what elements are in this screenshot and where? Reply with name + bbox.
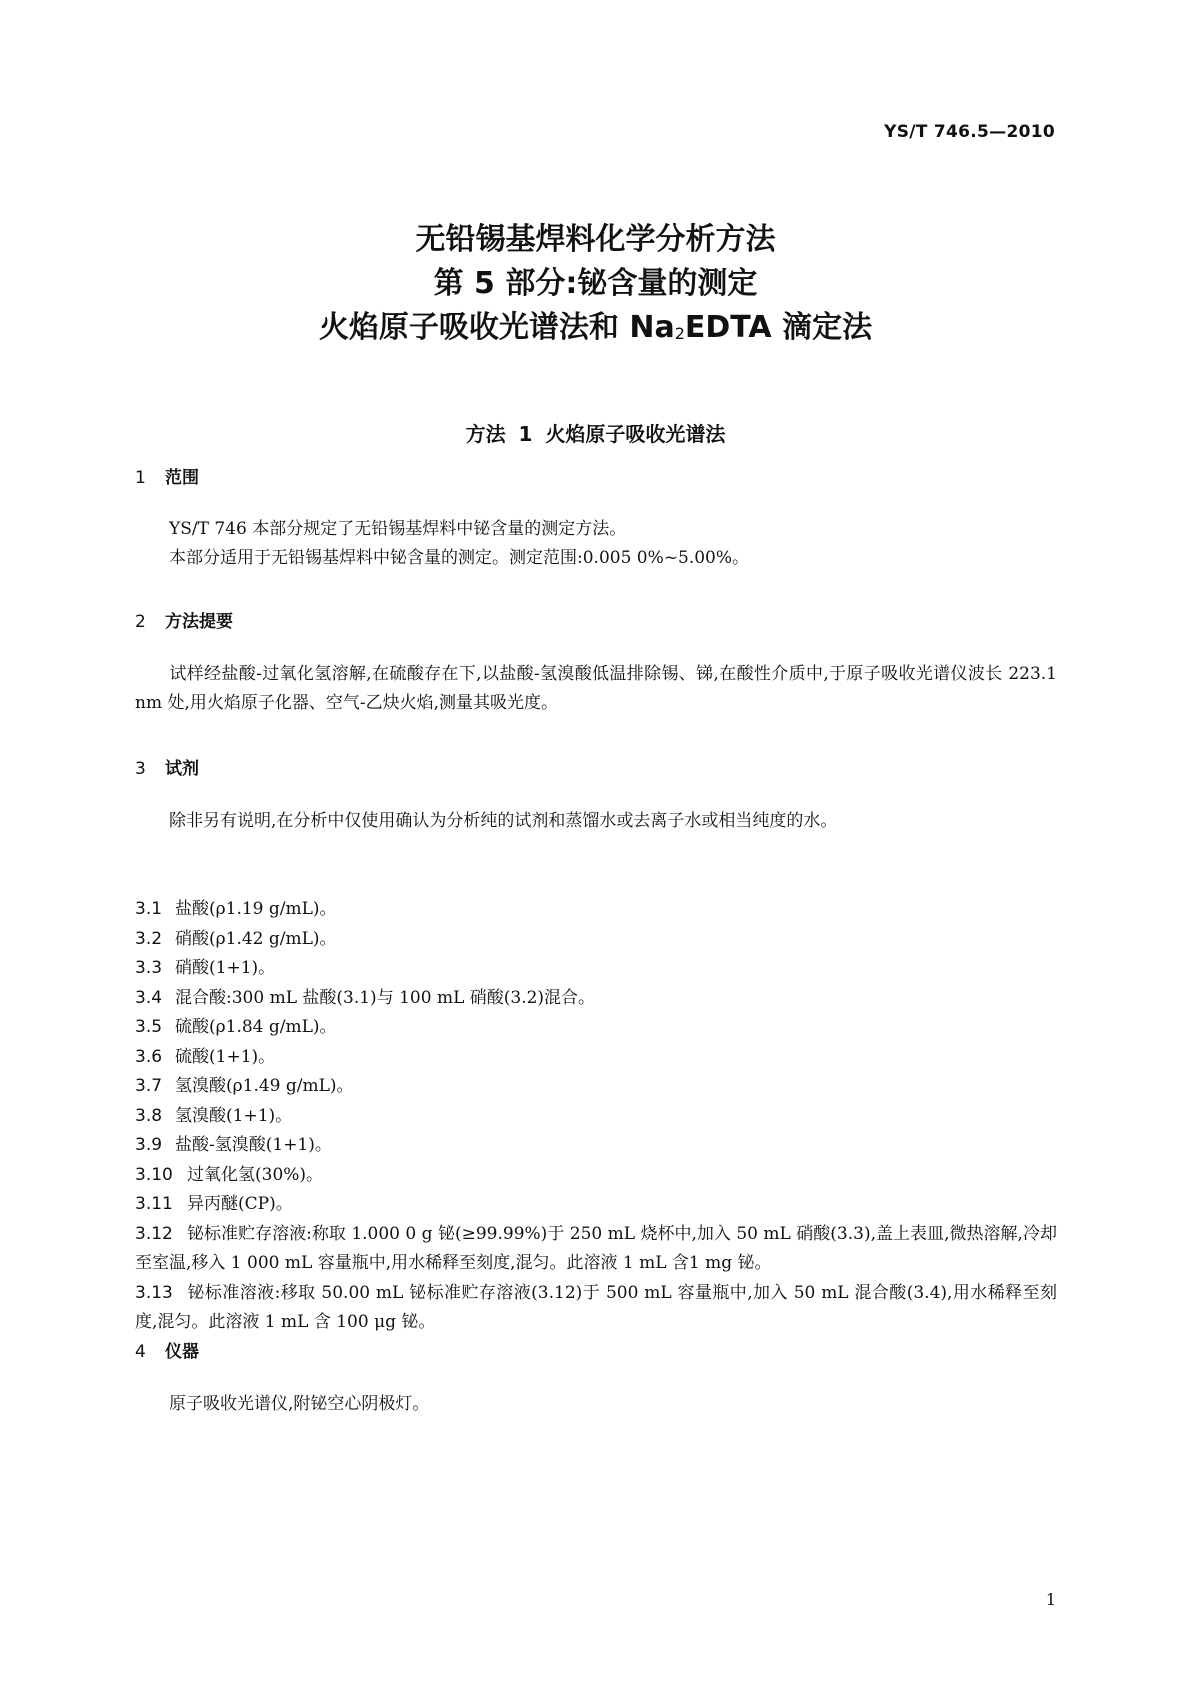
section-4-title: 仪器 xyxy=(165,1342,199,1362)
list-item: 3.1 盐酸(ρ1.19 g/mL)。 xyxy=(135,899,337,919)
title-line-3-subscript: 2 xyxy=(674,324,685,343)
list-item: 3.5 硫酸(ρ1.84 g/mL)。 xyxy=(135,1017,337,1037)
reagent-list xyxy=(135,895,1057,1338)
section-2-number: 2 xyxy=(135,612,146,632)
section-3-intro: 除非另有说明,在分析中仅使用确认为分析纯的试剂和蒸馏水或去离子水或相当纯度的水。 xyxy=(169,811,838,831)
list-item: 3.2 硝酸(ρ1.42 g/mL)。 xyxy=(135,928,337,949)
document-title xyxy=(0,218,1191,356)
title-line-2: 第 5 部分:铋含量的测定 xyxy=(433,266,758,301)
title-line-3 xyxy=(0,306,1191,356)
section-2-paragraph: 试样经盐酸-过氧化氢溶解,在硫酸存在下,以盐酸-氢溴酸低温排除锡、锑,在酸性介质中,于原子吸收光谱仪波长 223.1 nm 处,用火焰原子化器、空气-乙炔火焰,测量其吸光度。 xyxy=(135,664,1057,713)
list-item: 3.7 氢溴酸(ρ1.49 g/mL)。 xyxy=(135,1076,354,1096)
section-4-number: 4 xyxy=(135,1342,146,1362)
title-line-1: 无铅锡基焊料化学分析方法 xyxy=(415,222,776,257)
section-3-heading xyxy=(135,754,199,779)
section-3-title: 试剂 xyxy=(165,759,199,779)
list-item: 3.13 铋标准溶液:移取 50.00 mL 铋标准贮存溶液(3.12)于 500 mL 容量瓶中,加入 50 mL 混合酸(3.4),用水稀释至刻度,混匀。此溶液 1 mL 含 100 μg 铋。 xyxy=(135,1282,1057,1332)
section-2-heading xyxy=(135,607,233,632)
section-1-body xyxy=(135,515,1057,573)
section-2-title: 方法提要 xyxy=(165,612,233,632)
list-item: 3.8 氢溴酸(1+1)。 xyxy=(135,1105,293,1126)
section-4-paragraph: 原子吸收光谱仪,附铋空心阴极灯。 xyxy=(169,1394,430,1414)
section-1-paragraph: 本部分适用于无铅锡基焊料中铋含量的测定。测定范围:0.005 0%~5.00%。 xyxy=(169,548,750,568)
title-line-3-prefix: 火焰原子吸收光谱法和 Na xyxy=(318,310,675,345)
list-item: 3.11 异丙醚(CP)。 xyxy=(135,1194,293,1214)
list-item: 3.3 硝酸(1+1)。 xyxy=(135,958,276,978)
section-1-number: 1 xyxy=(135,468,146,488)
method-heading: 方法 1 火焰原子吸收光谱法 xyxy=(465,422,726,446)
title-line-3-suffix: EDTA 滴定法 xyxy=(684,310,873,345)
page-number: 1 xyxy=(1045,1590,1056,1609)
section-4-heading xyxy=(135,1337,199,1362)
list-item: 3.6 硫酸(1+1)。 xyxy=(135,1046,276,1067)
list-item: 3.10 过氧化氢(30%)。 xyxy=(135,1164,324,1185)
section-3-number: 3 xyxy=(135,759,146,779)
section-1-title: 范围 xyxy=(165,468,199,488)
standard-code: YS/T 746.5—2010 xyxy=(884,122,1055,142)
section-1-paragraph: YS/T 746 本部分规定了无铅锡基焊料中铋含量的测定方法。 xyxy=(169,519,627,539)
list-item: 3.9 盐酸-氢溴酸(1+1)。 xyxy=(135,1135,332,1155)
list-item: 3.4 混合酸:300 mL 盐酸(3.1)与 100 mL 硝酸(3.2)混合。 xyxy=(135,987,596,1008)
section-1-heading xyxy=(135,463,199,488)
list-item: 3.12 铋标准贮存溶液:称取 1.000 0 g 铋(≥99.99%)于 250 mL 烧杯中,加入 50 mL 硝酸(3.3),盖上表皿,微热溶解,冷却至室温,移入 1 000 mL 容量瓶中,用水稀释至刻度,混匀。此溶液 1 mL 含1 mg 铋。 xyxy=(135,1223,1057,1273)
